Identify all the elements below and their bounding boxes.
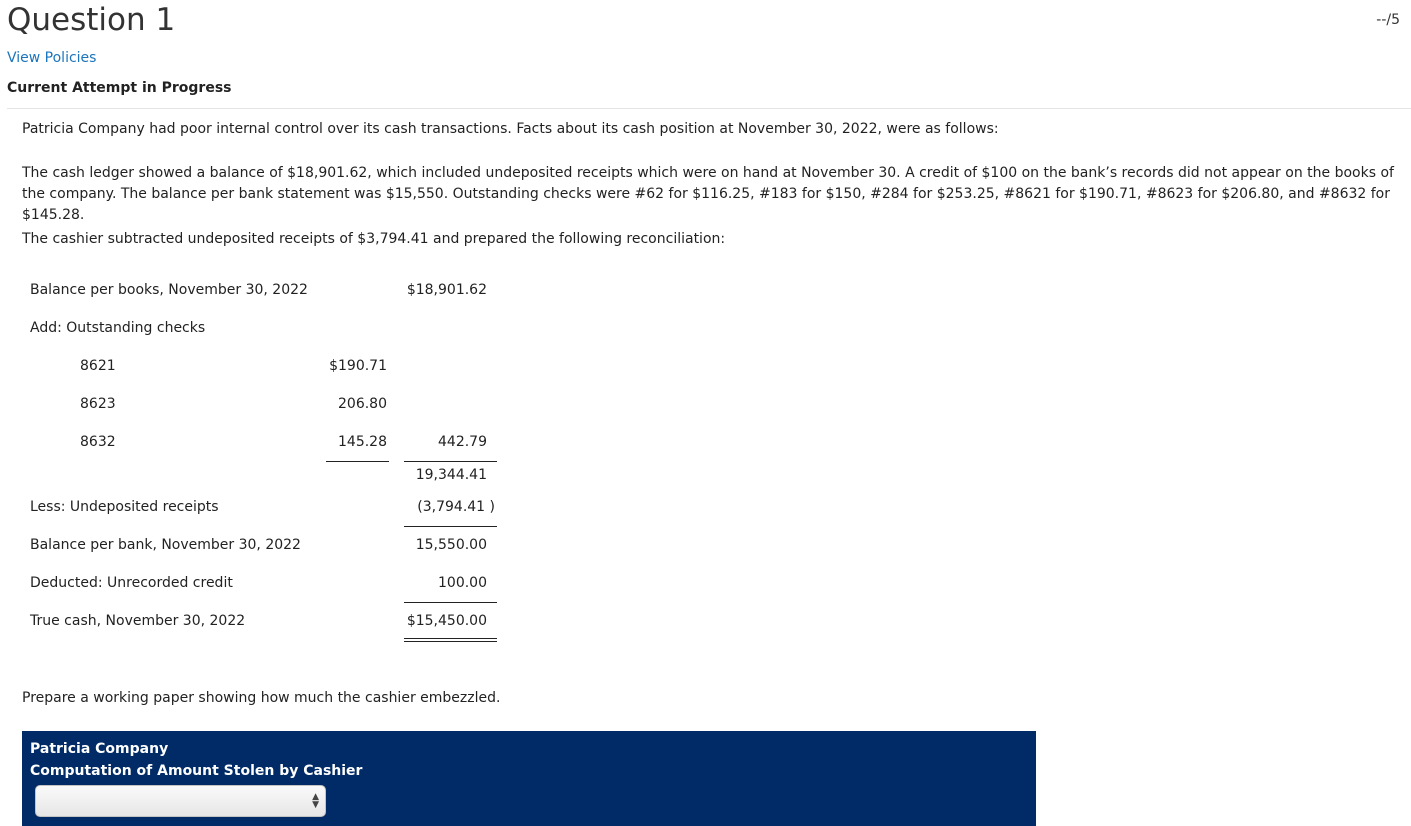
- working-paper-dropdown[interactable]: [35, 785, 326, 817]
- balance-bank-label: Balance per bank, November 30, 2022: [30, 537, 301, 553]
- check-amount: 145.28: [338, 434, 387, 450]
- check-number: 8632: [80, 434, 116, 450]
- undeposited-label: Less: Undeposited receipts: [30, 499, 219, 515]
- undeposited-row: [30, 499, 510, 523]
- checks-total: 442.79: [438, 434, 487, 450]
- instruction: Prepare a working paper showing how much the cashier embezzled.: [22, 690, 501, 706]
- check-amount: $190.71: [329, 358, 387, 374]
- problem-intro: Patricia Company had poor internal control over its cash transactions. Facts about its cash position at November 30, 2022, were as follows:: [22, 121, 999, 137]
- check-row: [30, 358, 510, 382]
- unrecorded-credit-row: [30, 575, 510, 599]
- balance-bank-row: [30, 537, 510, 561]
- true-cash-double-rule: [404, 638, 497, 642]
- question-title: Question 1: [7, 2, 176, 38]
- balance-books-row: [30, 282, 510, 306]
- true-cash-label: True cash, November 30, 2022: [30, 613, 246, 629]
- subtotal-rule-right: [404, 461, 497, 462]
- check-row: [30, 396, 510, 420]
- true-cash-row: [30, 613, 510, 637]
- subtotal-value: 19,344.41: [415, 467, 487, 483]
- problem-facts: The cash ledger showed a balance of $18,901.62, which included undeposited receipts which were on hand at November 30. A credit of $100 on the bank’s records did not appear on the books of the company. The balance per bank statement was $15,550. Outstanding checks were #62 for $116.25, #183 for $150, #284 for $253.25, #8621 for $190.71, #8623 for $206.80, and #8632 for $145.28.: [22, 165, 1394, 223]
- check-number: 8623: [80, 396, 116, 412]
- unrecorded-credit-label: Deducted: Unrecorded credit: [30, 575, 233, 591]
- subtotal-row: [30, 467, 510, 491]
- attempt-status: Current Attempt in Progress: [7, 80, 232, 96]
- true-cash-value: $15,450.00: [406, 613, 487, 629]
- add-outstanding-label: Add: Outstanding checks: [30, 320, 206, 336]
- header-divider: [7, 108, 1411, 109]
- subtotal-rule-mid: [326, 461, 389, 462]
- check-number: 8621: [80, 358, 116, 374]
- undeposited-rule: [404, 526, 497, 527]
- view-policies-link[interactable]: View Policies: [7, 50, 97, 66]
- undeposited-value: (3,794.41 ): [417, 499, 495, 515]
- cashier-statement: The cashier subtracted undeposited receipts of $3,794.41 and prepared the following reconciliation:: [22, 231, 726, 247]
- working-paper-panel: [22, 731, 1036, 826]
- add-outstanding-row: [30, 320, 510, 344]
- balance-bank-value: 15,550.00: [415, 537, 487, 553]
- check-amount: 206.80: [338, 396, 387, 412]
- working-paper-subtitle: Computation of Amount Stolen by Cashier: [30, 763, 363, 779]
- check-row: [30, 434, 510, 458]
- balance-books-label: Balance per books, November 30, 2022: [30, 282, 308, 298]
- unrecorded-rule: [404, 602, 497, 603]
- working-paper-company: Patricia Company: [30, 741, 169, 757]
- balance-books-value: $18,901.62: [406, 282, 487, 298]
- score-indicator: --/5: [1376, 12, 1400, 28]
- unrecorded-credit-value: 100.00: [438, 575, 487, 591]
- chevron-up-down-icon: ▲ ▼: [312, 792, 319, 810]
